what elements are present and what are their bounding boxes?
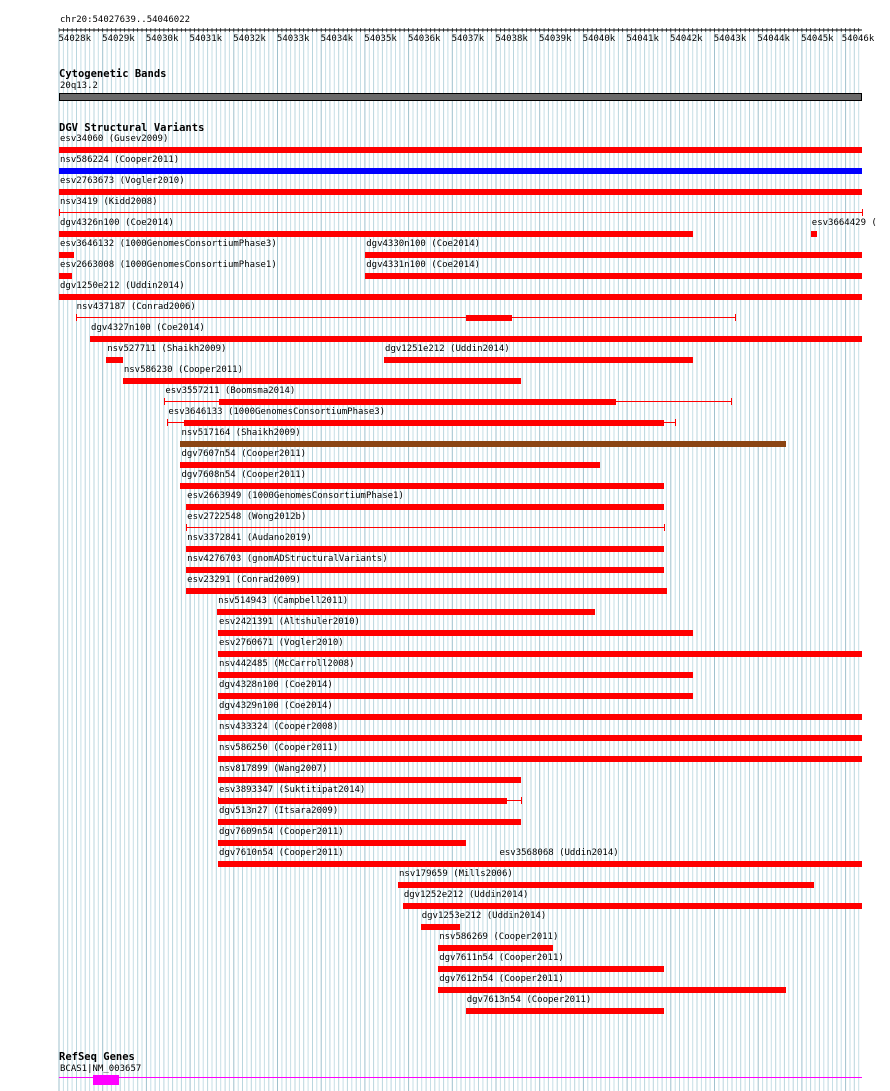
sv-feature-bar[interactable]	[186, 588, 667, 594]
sv-feature-endcap	[186, 524, 187, 531]
sv-feature-bar[interactable]	[218, 798, 507, 804]
sv-feature-label[interactable]: dgv1251e212 (Uddin2014)	[385, 344, 510, 354]
ruler-tick-label: 54035k	[364, 34, 397, 44]
sv-feature-label[interactable]: dgv4330n100 (Coe2014)	[366, 239, 481, 249]
dgv-track-title: DGV Structural Variants	[59, 122, 205, 134]
sv-feature-bar[interactable]	[218, 861, 862, 867]
sv-feature-label[interactable]: dgv4331n100 (Coe2014)	[366, 260, 481, 270]
ruler-tick-label: 54037k	[451, 34, 485, 44]
sv-feature-endcap	[167, 419, 168, 426]
sv-feature-bar[interactable]	[59, 147, 862, 153]
sv-feature-label[interactable]: dgv7607n54 (Cooper2011)	[181, 449, 307, 459]
sv-feature-bar[interactable]	[218, 651, 862, 657]
sv-feature-endcap	[59, 209, 60, 216]
sv-feature-label[interactable]: nsv817899 (Wang2007)	[219, 764, 328, 774]
refseq-gene-label[interactable]: BCAS1|NM_003657	[60, 1064, 142, 1074]
sv-feature-bar[interactable]	[59, 273, 72, 279]
ruler-tick-label: 54028k	[58, 34, 92, 44]
coordinate-label: chr20:54027639..54046022	[60, 15, 191, 25]
sv-feature-label[interactable]: esv3646132 (1000GenomesConsortiumPhase3)	[60, 239, 277, 249]
sv-feature-label[interactable]: nsv586269 (Cooper2011)	[439, 932, 559, 942]
sv-feature-bar[interactable]	[59, 294, 862, 300]
sv-feature-label[interactable]: nsv3419 (Kidd2008)	[60, 197, 158, 207]
sv-feature-label[interactable]: dgv7608n54 (Cooper2011)	[181, 470, 307, 480]
sv-feature-bar[interactable]	[180, 462, 599, 468]
sv-feature-label[interactable]: nsv586224 (Cooper2011)	[60, 155, 180, 165]
sv-feature-label[interactable]: nsv517164 (Shaikh2009)	[181, 428, 301, 438]
sv-feature-bar[interactable]	[398, 882, 814, 888]
sv-feature-bar[interactable]	[811, 231, 818, 237]
sv-feature-bar[interactable]	[217, 609, 594, 615]
sv-feature-label[interactable]: nsv179659 (Mills2006)	[399, 869, 513, 879]
sv-feature-label[interactable]: dgv1252e212 (Uddin2014)	[403, 890, 529, 900]
sv-feature-endcap	[675, 419, 676, 426]
sv-feature-span[interactable]	[76, 317, 736, 318]
sv-feature-span[interactable]	[59, 212, 862, 213]
ruler-tick-label: 54039k	[539, 34, 572, 44]
cytoband-track-title: Cytogenetic Bands	[59, 68, 167, 80]
sv-feature-bar[interactable]	[421, 924, 460, 930]
sv-feature-label[interactable]: esv2722548 (Wong2012b)	[187, 512, 307, 522]
sv-feature-bar[interactable]	[438, 945, 552, 951]
sv-feature-span[interactable]	[186, 527, 664, 528]
sv-feature-bar[interactable]	[90, 336, 862, 342]
sv-feature-bar[interactable]	[403, 903, 862, 909]
sv-feature-bar[interactable]	[218, 840, 466, 846]
sv-feature-endcap	[862, 209, 863, 216]
sv-feature-bar[interactable]	[384, 357, 693, 363]
sv-feature-label[interactable]: dgv7610n54 (Cooper2011)	[219, 848, 344, 858]
sv-feature-endcap	[164, 398, 165, 405]
ruler-tick-label: 54040k	[582, 34, 616, 44]
sv-feature-bar[interactable]	[218, 819, 521, 825]
sv-feature-bar[interactable]	[59, 168, 862, 174]
cytoband-20q13-2[interactable]	[59, 93, 862, 101]
ruler-tick-label: 54044k	[757, 34, 790, 44]
sv-feature-label[interactable]: esv3646133 (1000GenomesConsortiumPhase3)	[168, 407, 386, 417]
sv-feature-label[interactable]: nsv586250 (Cooper2011)	[219, 743, 339, 753]
sv-feature-label[interactable]: esv2421391 (Altshuler2010)	[219, 617, 360, 627]
sv-feature-label[interactable]: nsv586230 (Cooper2011)	[123, 365, 244, 375]
ruler-tick-label: 54033k	[276, 34, 310, 44]
sv-feature-bar[interactable]	[218, 756, 862, 762]
ruler-tick-label: 54031k	[189, 34, 223, 44]
sv-feature-label[interactable]: dgv4329n100 (Coe2014)	[219, 701, 333, 711]
sv-feature-bar[interactable]	[180, 483, 664, 489]
sv-feature-label[interactable]: dgv513n27 (Itsara2009)	[219, 806, 339, 816]
ruler-tick-label: 54045k	[801, 34, 834, 44]
sv-feature-bar[interactable]	[438, 966, 664, 972]
sv-feature-bar[interactable]	[180, 441, 785, 447]
sv-feature-label[interactable]: esv23291 (Conrad2009)	[187, 575, 301, 585]
ruler-tick-label: 54038k	[495, 34, 528, 44]
refseq-gene-intron[interactable]	[59, 1077, 862, 1078]
sv-feature-bar[interactable]	[59, 189, 862, 195]
sv-feature-bar[interactable]	[365, 252, 862, 258]
sv-feature-bar[interactable]	[59, 231, 693, 237]
sv-feature-label[interactable]: dgv7611n54 (Cooper2011)	[439, 953, 564, 963]
sv-feature-endcap	[735, 314, 736, 321]
sv-feature-bar[interactable]	[59, 252, 74, 258]
sv-feature-bar[interactable]	[365, 273, 862, 279]
sv-feature-bar[interactable]	[123, 378, 521, 384]
ruler-tick-label: 54030k	[145, 34, 179, 44]
sv-feature-label[interactable]: esv2760671 (Vogler2010)	[219, 638, 344, 648]
sv-feature-label[interactable]: dgv7612n54 (Cooper2011)	[439, 974, 564, 984]
sv-feature-bar[interactable]	[184, 420, 664, 426]
sv-feature-label[interactable]: esv34060 (Gusev2009)	[60, 134, 169, 144]
cytoband-label: 20q13.2	[60, 81, 98, 91]
sv-feature-bar[interactable]	[106, 357, 123, 363]
sv-feature-label[interactable]: dgv4328n100 (Coe2014)	[219, 680, 333, 690]
ruler-tick-label: 54046k	[841, 34, 875, 44]
refseq-gene-exon[interactable]	[93, 1075, 119, 1085]
sv-feature-bar[interactable]	[218, 630, 693, 636]
sv-feature-label[interactable]: nsv433324 (Cooper2008)	[219, 722, 339, 732]
sv-feature-bar[interactable]	[218, 693, 693, 699]
sv-feature-bar[interactable]	[219, 399, 616, 405]
ruler-tick-label: 54043k	[713, 34, 747, 44]
sv-feature-label[interactable]: nsv4276703 (gnomADStructuralVariants)	[187, 554, 388, 564]
sv-feature-label[interactable]: esv3893347 (Suktitipat2014)	[219, 785, 366, 795]
sv-feature-label[interactable]: dgv1250e212 (Uddin2014)	[60, 281, 185, 291]
sv-feature-label[interactable]: nsv3372841 (Audano2019)	[187, 533, 312, 543]
sv-feature-bar[interactable]	[466, 315, 513, 321]
sv-feature-label[interactable]: esv2763673 (Vogler2010)	[60, 176, 185, 186]
sv-feature-label[interactable]: esv2663008 (1000GenomesConsortiumPhase1)	[60, 260, 277, 270]
sv-feature-label[interactable]: nsv442485 (McCarroll2008)	[219, 659, 355, 669]
sv-feature-label[interactable]: nsv514943 (Campbell2011)	[218, 596, 349, 606]
ruler-tick-label: 54034k	[320, 34, 354, 44]
sv-feature-bar[interactable]	[186, 546, 664, 552]
ruler-tick-label: 54041k	[626, 34, 659, 44]
sv-feature-bar[interactable]	[218, 714, 862, 720]
sv-feature-endcap	[664, 524, 665, 531]
sv-feature-label[interactable]: dgv4327n100 (Coe2014)	[91, 323, 205, 333]
sv-feature-label[interactable]: esv2663949 (1000GenomesConsortiumPhase1)	[187, 491, 404, 501]
sv-feature-label[interactable]: nsv527711 (Shaikh2009)	[107, 344, 227, 354]
ruler-tick-label: 54032k	[233, 34, 266, 44]
refseq-track-title: RefSeq Genes	[59, 1051, 135, 1063]
sv-feature-bar[interactable]	[186, 567, 664, 573]
sv-feature-label[interactable]: dgv7609n54 (Cooper2011)	[219, 827, 344, 837]
ruler-tick-label: 54029k	[102, 34, 135, 44]
sv-feature-label[interactable]: esv3664429 (	[811, 218, 877, 228]
sv-feature-bar[interactable]	[218, 777, 521, 783]
sv-feature-label[interactable]: dgv4326n100 (Coe2014)	[60, 218, 174, 228]
sv-feature-endcap	[76, 314, 77, 321]
sv-feature-endcap	[521, 797, 522, 804]
sv-feature-bar[interactable]	[466, 1008, 665, 1014]
sv-feature-bar[interactable]	[438, 987, 786, 993]
sv-feature-label[interactable]: nsv437187 (Conrad2006)	[76, 302, 196, 312]
sv-feature-label[interactable]: dgv1253e212 (Uddin2014)	[421, 911, 547, 921]
sv-feature-bar[interactable]	[218, 672, 693, 678]
sv-feature-label[interactable]: esv3557211 (Boomsma2014)	[165, 386, 296, 396]
sv-feature-bar[interactable]	[218, 735, 862, 741]
sv-feature-label[interactable]: esv3568068 (Uddin2014)	[499, 848, 619, 858]
sv-feature-bar[interactable]	[186, 504, 664, 510]
ruler-tick-label: 54036k	[407, 34, 441, 44]
sv-feature-endcap	[731, 398, 732, 405]
ruler-tick-label: 54042k	[670, 34, 703, 44]
sv-feature-label[interactable]: dgv7613n54 (Cooper2011)	[466, 995, 592, 1005]
